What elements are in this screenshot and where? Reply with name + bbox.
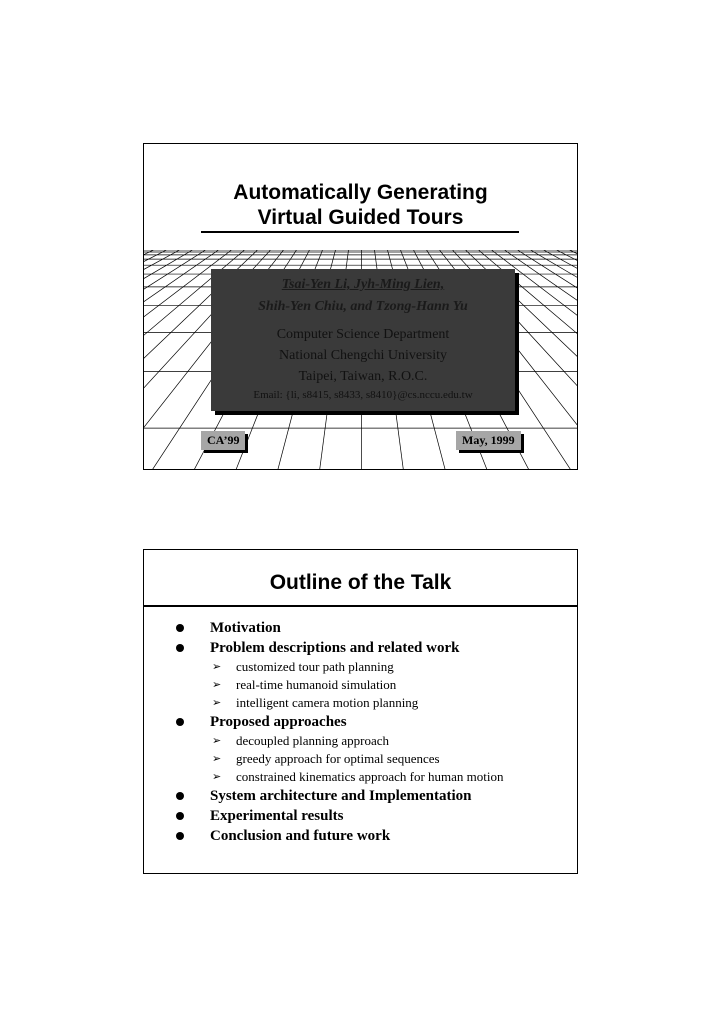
outline-subitem — [210, 768, 574, 786]
outline-subitem-label: intelligent camera motion planning — [236, 695, 419, 710]
arrow-bullet-icon: ➢ — [212, 735, 222, 747]
outline-subitem-label: constrained kinematics approach for human motion — [236, 769, 504, 784]
bullet-icon — [176, 644, 184, 652]
outline-item-label: Motivation — [210, 620, 281, 636]
slide-title: Outline of the Talk — [269, 571, 452, 594]
affiliation-line-1: Computer Science Department — [276, 327, 450, 342]
outline-item-label: Conclusion and future work — [210, 828, 391, 844]
slide-title — [144, 180, 577, 230]
outline-subitem-label: greedy approach for optimal sequences — [236, 751, 440, 766]
author-list — [211, 274, 515, 318]
outline-subitem-label: decoupled planning approach — [236, 733, 390, 748]
outline-subitem — [210, 732, 574, 750]
outline-item-label: Problem descriptions and related work — [210, 640, 460, 656]
outline-subitems — [210, 658, 574, 712]
arrow-bullet-icon: ➢ — [212, 697, 222, 709]
bullet-icon — [176, 624, 184, 632]
title-line-2: Virtual Guided Tours — [257, 206, 464, 229]
arrow-bullet-icon: ➢ — [212, 679, 222, 691]
outline-list — [174, 618, 574, 846]
outline-item-label: Proposed approaches — [210, 714, 347, 730]
arrow-bullet-icon: ➢ — [212, 771, 222, 783]
outline-item — [174, 786, 574, 806]
outline-item — [174, 638, 574, 712]
authors-line-2: Shih-Yen Chiu, and Tzong-Hann Yu — [258, 299, 468, 314]
bullet-icon — [176, 792, 184, 800]
outline-slide — [143, 549, 578, 874]
bullet-icon — [176, 832, 184, 840]
bullet-icon — [176, 812, 184, 820]
venue-tag: CA’99 — [201, 431, 245, 450]
bullet-icon — [176, 718, 184, 726]
affiliation-line-3: Taipei, Taiwan, R.O.C. — [298, 369, 428, 384]
author-box — [211, 269, 515, 411]
outline-subitem-label: real-time humanoid simulation — [236, 677, 397, 692]
outline-item-label: Experimental results — [210, 808, 344, 824]
affiliation-line-2: National Chengchi University — [279, 348, 447, 363]
date-tag: May, 1999 — [456, 431, 521, 450]
outline-item — [174, 618, 574, 638]
arrow-bullet-icon: ➢ — [212, 753, 222, 765]
authors-line-1: Tsai-Yen Li, Jyh-Ming Lien, — [281, 277, 445, 292]
affiliation — [211, 324, 515, 387]
outline-item-label: System architecture and Implementation — [210, 788, 472, 804]
outline-subitem — [210, 676, 574, 694]
outline-item — [174, 712, 574, 786]
outline-subitem — [210, 658, 574, 676]
title-underline — [144, 605, 578, 607]
email-address: Email: {li, s8415, s8433, s8410}@cs.nccu.edu.tw — [253, 389, 473, 401]
title-underline — [201, 231, 519, 233]
outline-subitem — [210, 750, 574, 768]
arrow-bullet-icon: ➢ — [212, 661, 222, 673]
outline-subitem-label: customized tour path planning — [236, 659, 394, 674]
title-slide — [143, 143, 578, 470]
outline-item — [174, 806, 574, 826]
title-line-1: Automatically Generating — [233, 181, 488, 204]
outline-item — [174, 826, 574, 846]
outline-subitems — [210, 732, 574, 786]
outline-subitem — [210, 694, 574, 712]
